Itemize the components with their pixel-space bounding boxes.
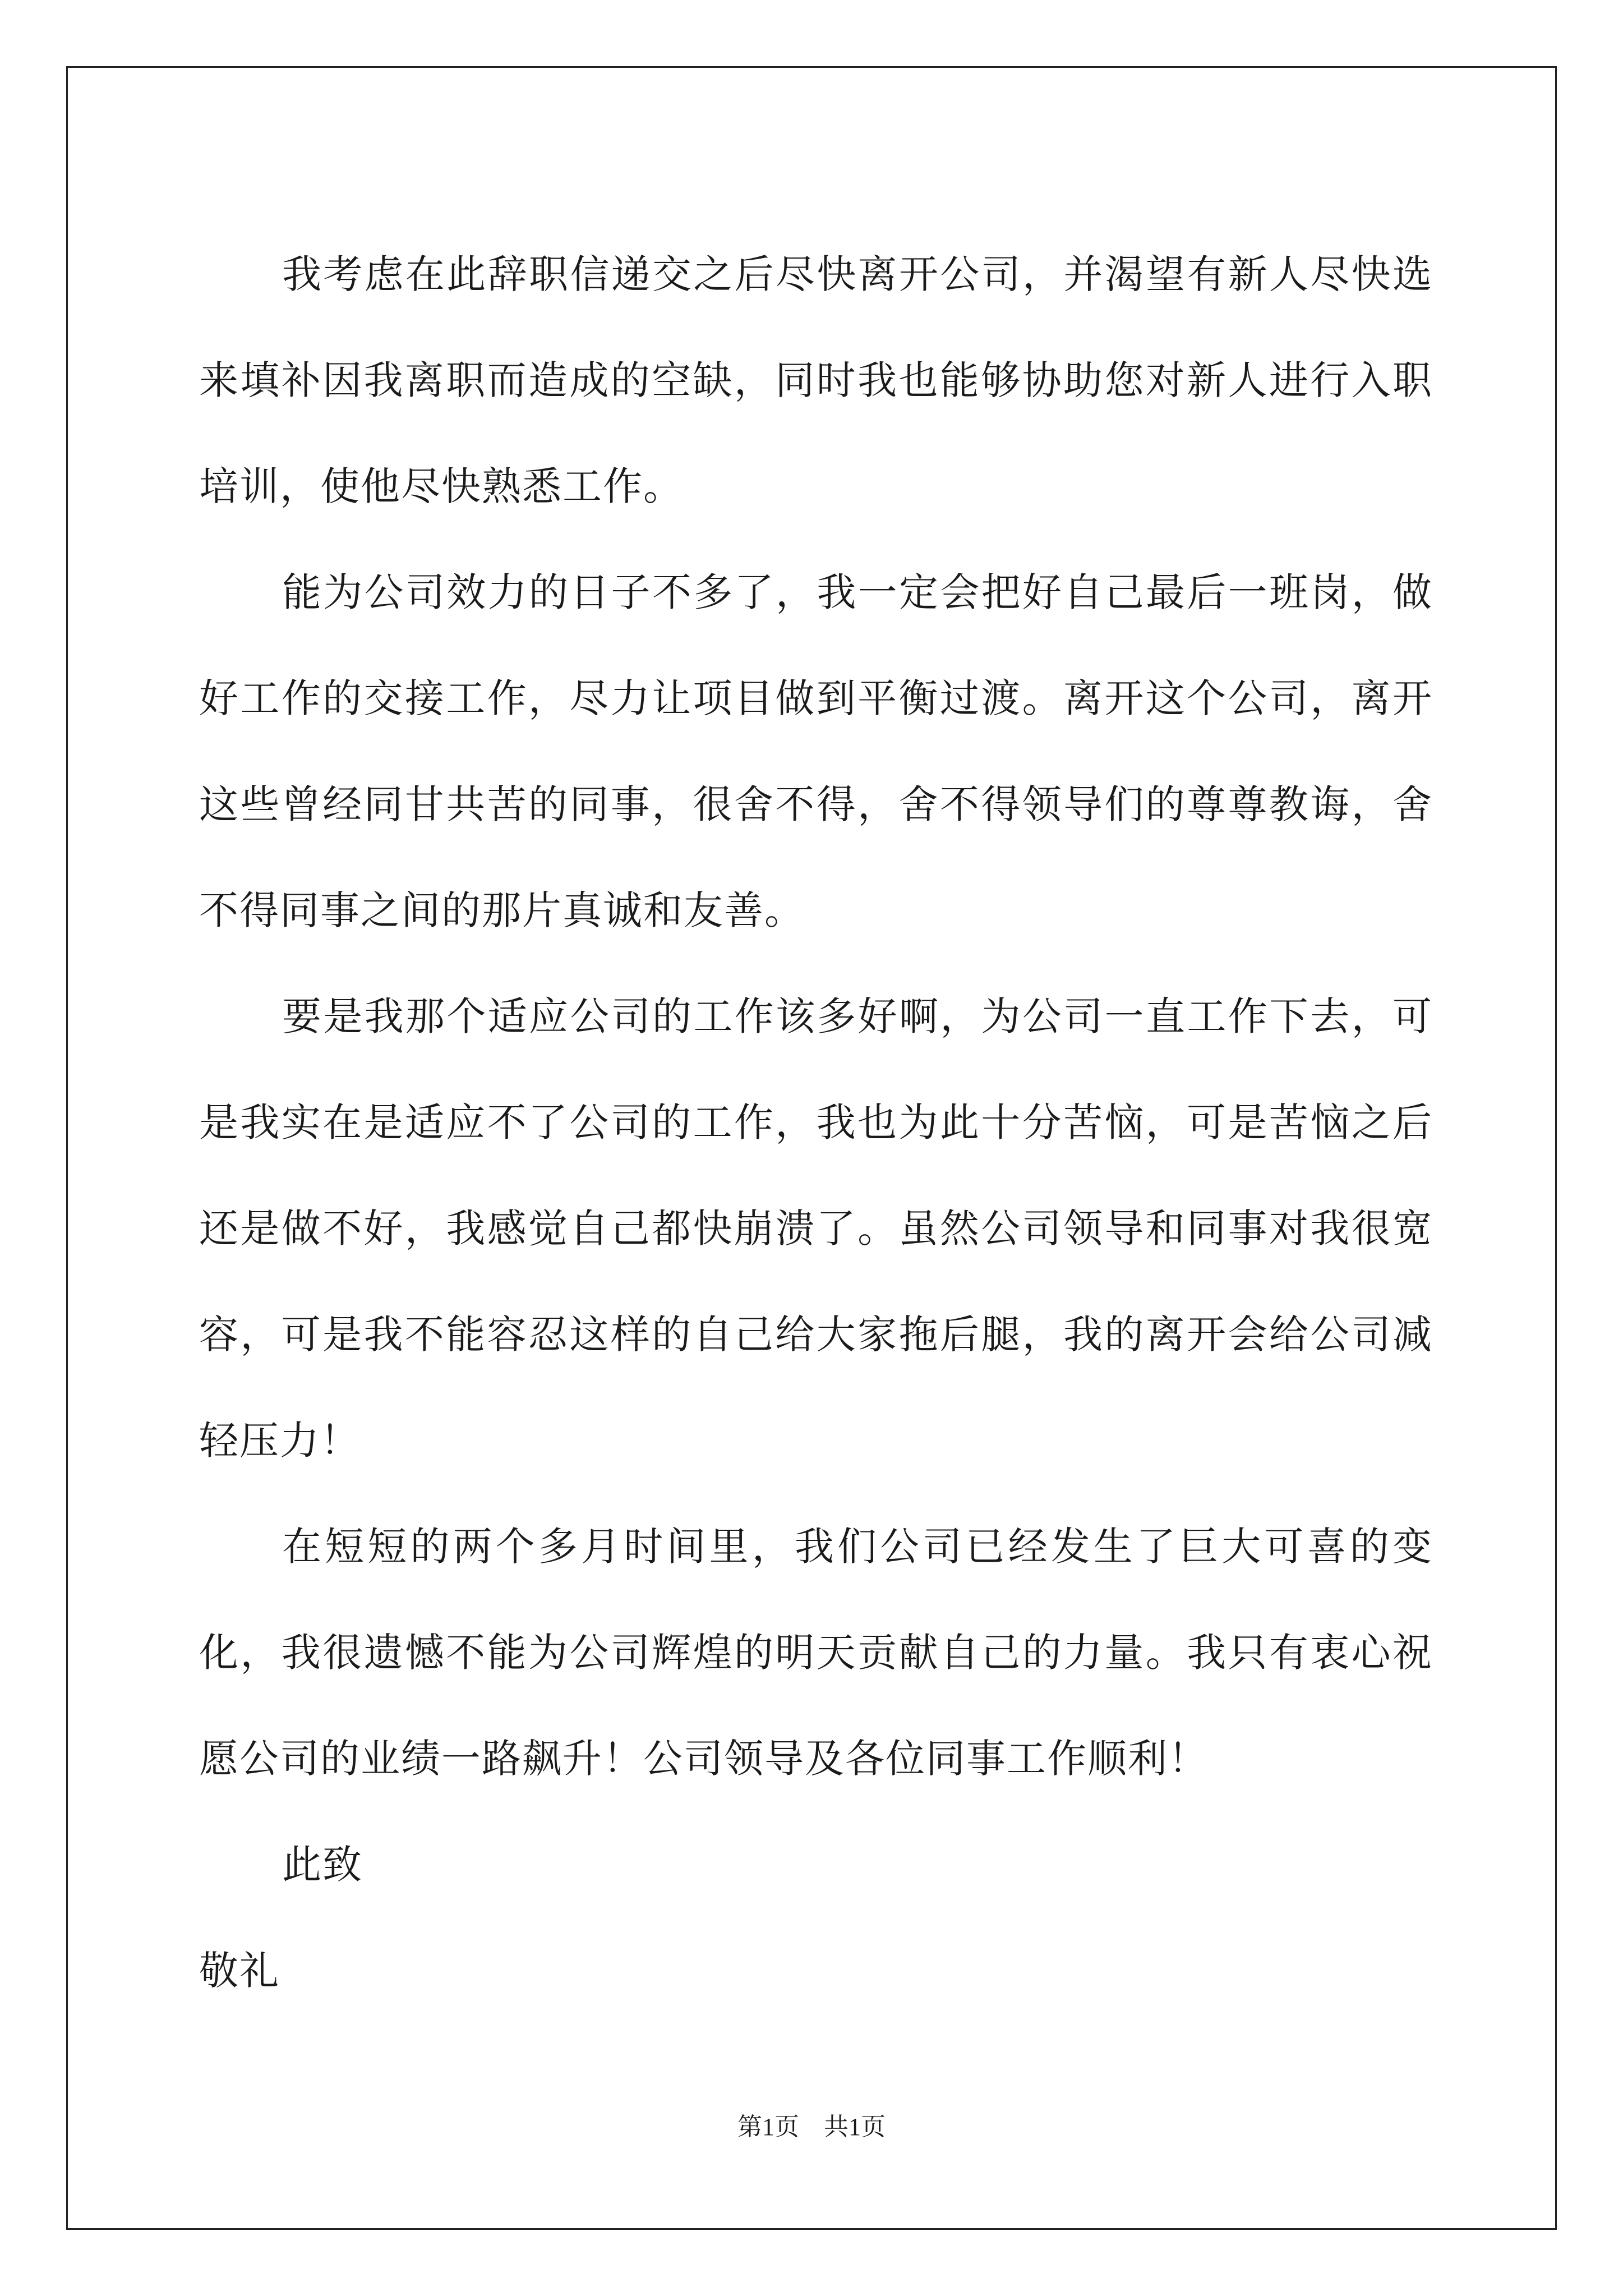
paragraph-4: 在短短的两个多月时间里，我们公司已经发生了巨大可喜的变化，我很遗憾不能为公司辉煌的明天贡献自己的力量。我只有衷心祝愿公司的业绩一路飙升！公司领导及各位同事工作顺利！ (199, 1524, 1433, 1782)
paragraph-3: 要是我那个适应公司的工作该多好啊，为公司一直工作下去，可是我实在是适应不了公司的工作，我也为此十分苦恼，可是苦恼之后还是做不好，我感觉自己都快崩溃了。虽然公司领导和同事对我很宽容，可是我不能容忍这样的自己给大家拖后腿，我的离开会给公司减轻压力！ (199, 993, 1433, 1464)
letter-body (199, 222, 1433, 2024)
paragraph-1: 我考虑在此辞职信递交之后尽快离开公司，并渴望有新人尽快选来填补因我离职而造成的空缺，同时我也能够协助您对新人进行入职培训，使他尽快熟悉工作。 (199, 251, 1433, 509)
closing-phrase: 此致 (282, 1842, 363, 1888)
salutation: 敬礼 (199, 1948, 280, 1994)
paragraph-2: 能为公司效力的日子不多了，我一定会把好自己最后一班岗，做好工作的交接工作，尽力让项目做到平衡过渡。离开这个公司，离开这些曾经同甘共苦的同事，很舍不得，舍不得领导们的尊尊教诲，舍不得同事之间的那片真诚和友善。 (199, 569, 1433, 933)
page-footer: 第1页 共1页 (737, 2113, 886, 2141)
